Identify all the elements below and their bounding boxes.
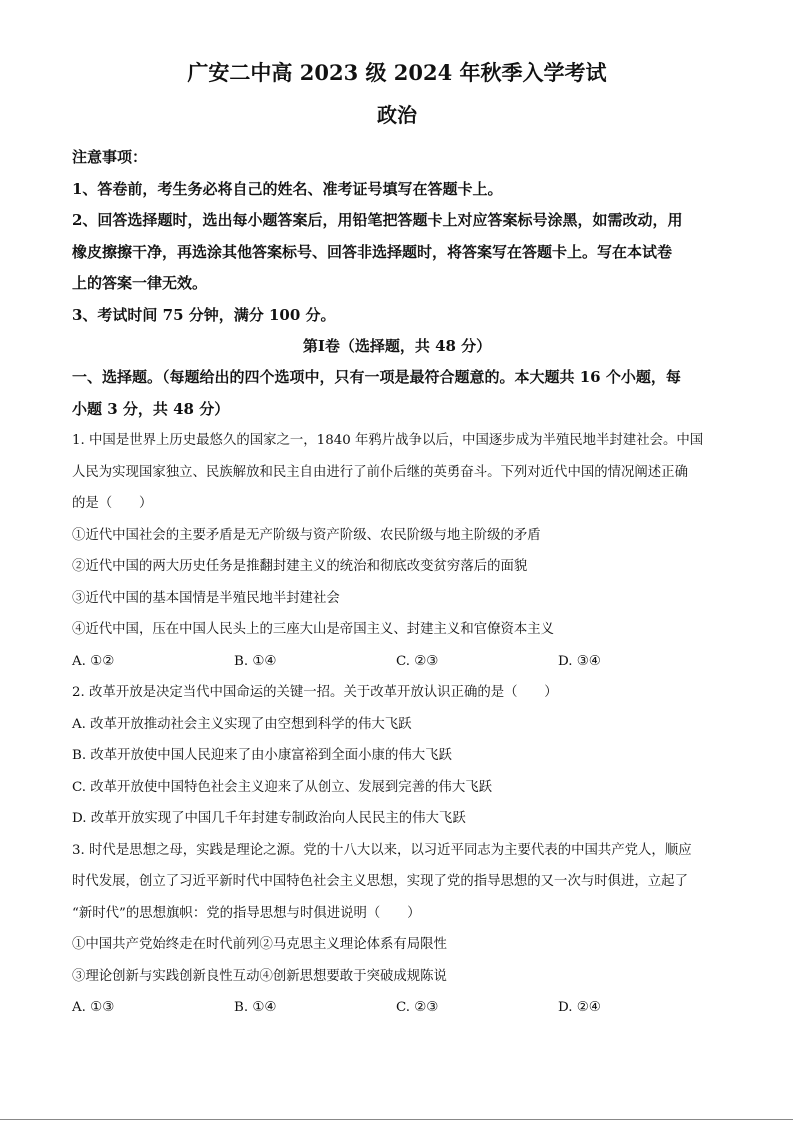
question-text: “新时代”的思想旗帜：党的指导思想与时俱进说明（ ） (72, 905, 421, 921)
option-c: C. ②③ (396, 653, 439, 669)
option-b: B. 改革开放使中国人民迎来了由小康富裕到全面小康的伟大飞跃 (72, 748, 452, 763)
notice-item: 橡皮擦擦干净，再选涂其他答案标号、回答非选择题时，将答案写在答题卡上。写在本试卷 (72, 242, 673, 261)
page-bottom-rule (0, 1119, 793, 1120)
notice-item: 3、考试时间 75 分钟，满分 100 分。 (72, 305, 336, 324)
option-b: B. ①④ (234, 1000, 277, 1015)
question-text: 1. 中国是世界上历史最悠久的国家之一，1840 年鸦片战争以后，中国逐步成为半殖民地半封建社会。中国 (72, 433, 704, 448)
notice-heading: 注意事项： (72, 148, 148, 166)
option-a: A. ①③ (72, 1000, 115, 1015)
question-text: 时代发展，创立了习近平新时代中国特色社会主义思想，实现了党的指导思想的又一次与时俱进，立起了 (72, 874, 688, 889)
notice-block (72, 142, 722, 331)
section-instruction: 一、选择题。（每题给出的四个选项中，只有一项是最符合题意的。本大题共 16 个小题，每 (72, 368, 681, 386)
notice-item: 2、回答选择题时，选出每小题答案后，用铅笔把答题卡上对应答案标号涂黑，如需改动，用 (72, 211, 683, 229)
question-text: 3. 时代是思想之母，实践是理论之源。党的十八大以来，以习近平同志为主要代表的中国共产党人，顺应 (72, 842, 692, 858)
option-d: D. ②④ (558, 1000, 601, 1015)
statement: ③理论创新与实践创新良性互动④创新思想要敢于突破成规陈说 (72, 968, 447, 984)
section-instruction: 小题 3 分，共 48 分） (72, 399, 230, 418)
statement: ①近代中国社会的主要矛盾是无产阶级与资产阶级、农民阶级与地主阶级的矛盾 (72, 527, 541, 543)
exam-subject: 政治 (377, 103, 417, 127)
statement: ④近代中国，压在中国人民头上的三座大山是帝国主义、封建主义和官僚资本主义 (72, 622, 555, 637)
option-a: A. ①② (72, 653, 115, 669)
statement: ②近代中国的两大历史任务是推翻封建主义的统治和彻底改变贫穷落后的面貌 (72, 559, 528, 574)
option-c: C. 改革开放使中国特色社会主义迎来了从创立、发展到完善的伟大飞跃 (72, 779, 492, 795)
question-text: 人民为实现国家独立、民族解放和民主自由进行了前仆后继的英勇奋斗。下列对近代中国的情况阐述正确 (72, 464, 688, 480)
exam-title: 广安二中高 2023 级 2024 年秋季入学考试 (187, 60, 607, 85)
notice-item: 上的答案一律无效。 (72, 274, 208, 292)
option-d: D. 改革开放实现了中国几千年封建专制政治向人民民主的伟大飞跃 (72, 811, 466, 826)
question-3 (72, 835, 722, 1024)
statement: ③近代中国的基本国情是半殖民地半封建社会 (72, 590, 340, 606)
option-a: A. 改革开放推动社会主义实现了由空想到科学的伟大飞跃 (72, 716, 412, 732)
notice-item: 1、答卷前，考生务必将自己的姓名、准考证号填写在答题卡上。 (72, 179, 503, 198)
option-c: C. ②③ (396, 1000, 439, 1015)
option-b: B. ①④ (234, 653, 277, 669)
part1-heading: 第Ⅰ卷（选择题，共 48 分） (302, 337, 492, 355)
answer-options (72, 992, 722, 1024)
exam-page (72, 58, 722, 1024)
statement: ①中国共产党始终走在时代前列②马克思主义理论体系有局限性 (72, 937, 447, 952)
question-text: 的是（ ） (72, 496, 153, 511)
answer-options (72, 646, 722, 678)
question-1 (72, 425, 722, 677)
question-text: 2. 改革开放是决定当代中国命运的关键一招。关于改革开放认识正确的是（ ） (72, 685, 558, 700)
question-2 (72, 677, 722, 835)
option-d: D. ③④ (558, 653, 601, 669)
